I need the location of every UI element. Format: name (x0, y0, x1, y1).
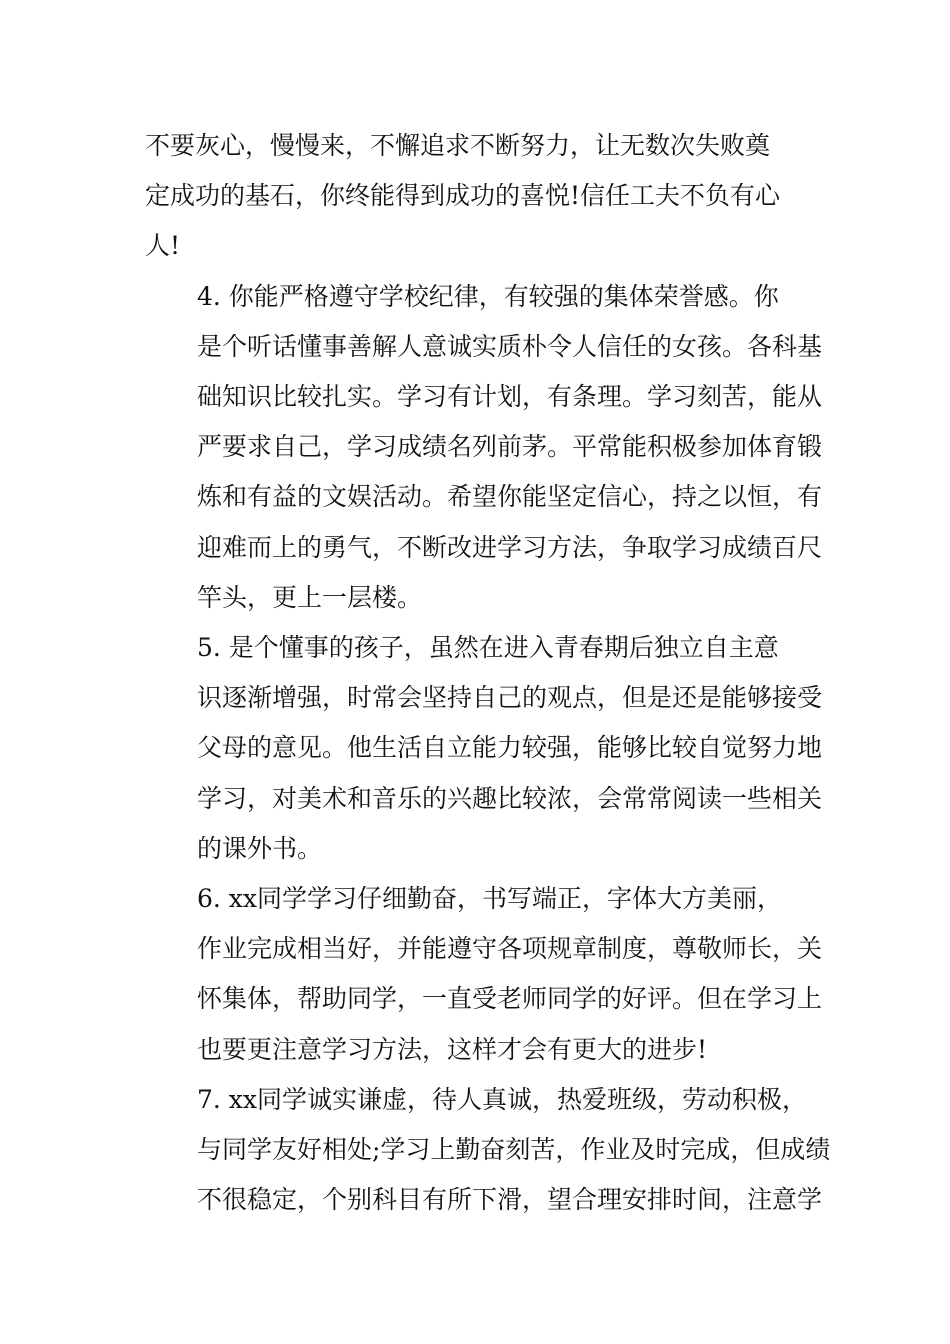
text-line: 定成功的基石，你终能得到成功的喜悦!信任工夫不负有心 (145, 181, 781, 211)
text-line: 础知识比较扎实。学习有计划，有条理。学习刻苦，能从 (197, 382, 823, 412)
document-body (145, 121, 831, 1225)
text-line: 竿头，更上一层楼。 (197, 582, 423, 612)
text-line: 怀集体，帮助同学，一直受老师同学的好评。但在学习上 (197, 984, 823, 1014)
text-line: 学习，对美术和音乐的兴趣比较浓，会常常阅读一些相关 (197, 783, 823, 813)
text-line: 父母的意见。他生活自立能力较强，能够比较自觉努力地 (197, 733, 823, 763)
text-line: 是个听话懂事善解人意诚实质朴令人信任的女孩。各科基 (197, 331, 823, 361)
paragraph-item-7 (145, 1075, 831, 1226)
paragraph-continuation (145, 121, 825, 272)
text-line: 的课外书。 (197, 833, 323, 863)
text-line: 炼和有益的文娱活动。希望你能坚定信心，持之以恒，有 (197, 482, 823, 512)
text-line: 也要更注意学习方法，这样才会有更大的进步! (197, 1034, 708, 1064)
text-line: 严要求自己，学习成绩名列前茅。平常能积极参加体育锻 (197, 432, 823, 462)
text-line: 迎难而上的勇气，不断改进学习方法，争取学习成绩百尺 (197, 532, 823, 562)
text-line: 5. 是个懂事的孩子，虽然在进入青春期后独立自主意 (197, 633, 779, 663)
text-line: 作业完成相当好，并能遵守各项规章制度，尊敬师长，关 (197, 934, 823, 964)
text-line: 4. 你能严格遵守学校纪律，有较强的集体荣誉感。你 (197, 281, 779, 311)
paragraph-item-6 (145, 874, 825, 1075)
text-line: 不很稳定，个别科目有所下滑，望合理安排时间，注意学 (197, 1185, 823, 1215)
text-line: 识逐渐增强，时常会坚持自己的观点，但是还是能够接受 (197, 683, 823, 713)
text-line: 7. xx同学诚实谦虚，待人真诚，热爱班级，劳动积极， (197, 1084, 807, 1114)
paragraph-item-5 (145, 623, 825, 874)
paragraph-item-4 (145, 272, 825, 623)
text-line: 6. xx同学学习仔细勤奋，书写端正，字体大方美丽， (197, 884, 782, 914)
text-line: 与同学友好相处;学习上勤奋刻苦，作业及时完成，但成绩 (197, 1135, 831, 1165)
text-line: 不要灰心，慢慢来，不懈追求不断努力，让无数次失败奠 (145, 131, 771, 160)
text-line: 人! (145, 231, 181, 261)
